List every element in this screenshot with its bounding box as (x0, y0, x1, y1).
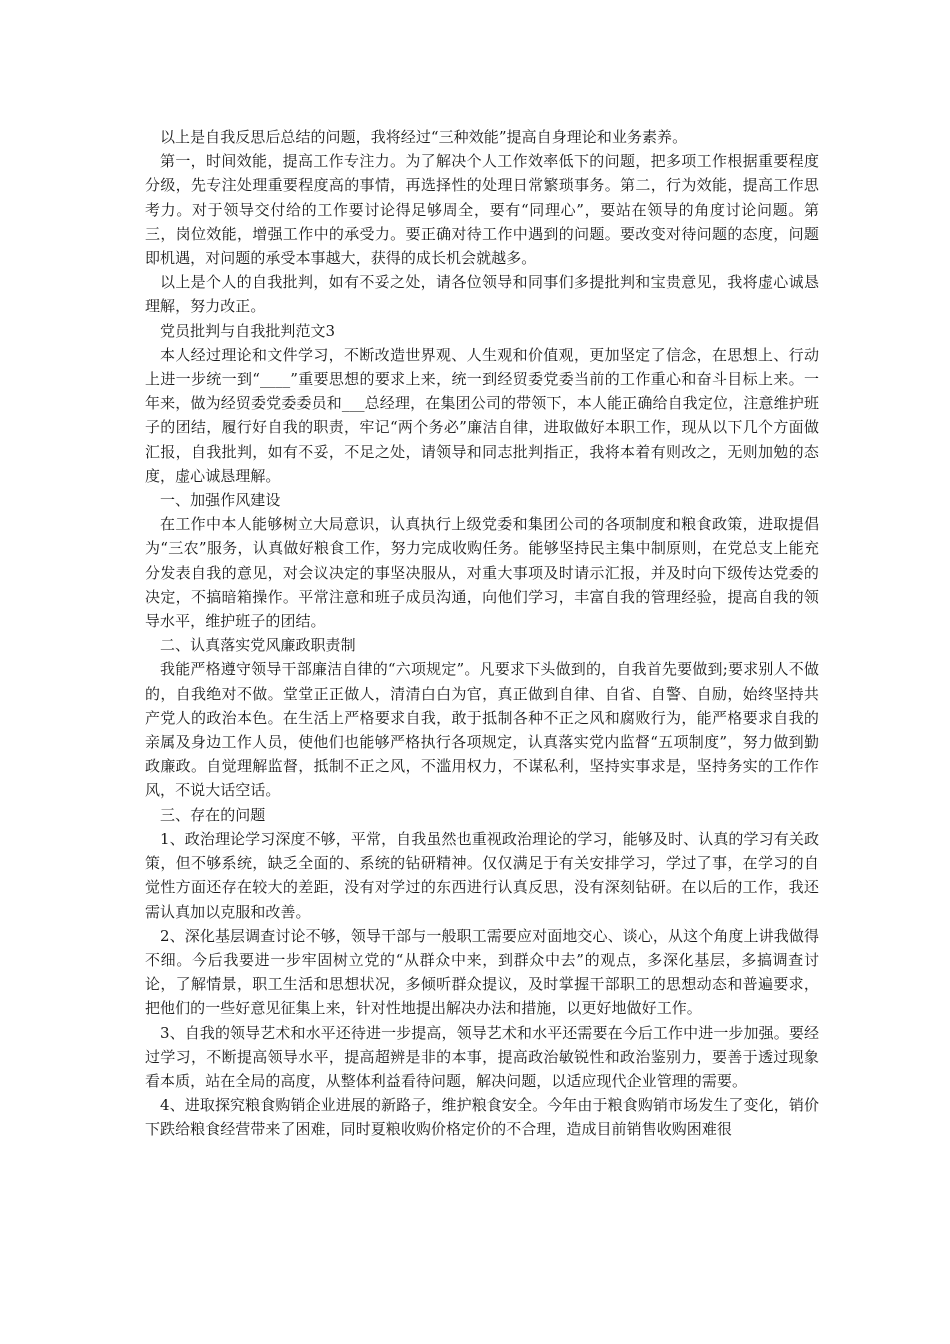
paragraph-closing: 以上是个人的自我批判，如有不妥之处，请各位领导和同事们多提批判和宝贵意见，我将虚心诚恳理解，努力改正。 (145, 273, 819, 316)
paragraph-work-style: 在工作中本人能够树立大局意识，认真执行上级党委和集团公司的各项制度和粮食政策，进取提倡为“三农”服务，认真做好粮食工作，努力完成收购任务。能够坚持民主集中制原则，在党总支上能充分发表自我的意见，对会议决定的事坚决服从，对重大事项及时请示汇报，并及时向下级传达党委的决定，不搞暗箱操作。平常注意和班子成员沟通，向他们学习，丰富自我的管理经验，提高自我的领导水平，维护班子的团结。 (145, 515, 819, 631)
paragraph-intro: 本人经过理论和文件学习，不断改造世界观、人生观和价值观，更加坚定了信念，在思想上、行动上进一步统一到“____”重要思想的要求上来，统一到经贸委党委当前的工作重心和奋斗目标上来。一年来，做为经贸委党委委员和___总经理，在集团公司的带领下，本人能正确给自我定位，注意维护班子的团结，履行好自我的职责，牢记“两个务必”廉洁自律，进取做好本职工作，现从以下几个方面做汇报，自我批判，如有不妥，不足之处，请领导和同志批判指正，我将本着有则改之，无则加勉的态度，虚心诚恳理解。 (145, 345, 819, 485)
paragraph-problem-4: 4、进取探究粮食购销企业进展的新路子，维护粮食安全。今年由于粮食购销市场发生了变化，销价下跌给粮食经营带来了困难，同时夏粮收购价格定价的不合理，造成目前销售收购困难很 (145, 1096, 819, 1139)
paragraph-problem-3: 3、自我的领导艺术和水平还待进一步提高，领导艺术和水平还需要在今后工作中进一步加强。要经过学习，不断提高领导水平，提高超辨是非的本事，提高政治敏锐性和政治鉴别力，要善于透过现象看本质，站在全局的高度，从整体利益看待问题，解决问题，以适应现代企业管理的需要。 (145, 1023, 819, 1090)
paragraph-problem-2: 2、深化基层调查讨论不够，领导干部与一般职工需要应对面地交心、谈心，从这个角度上讲我做得不细。今后我要进一步牢固树立党的“从群众中来，到群众中去”的观点，多深化基层，多搞调查讨论，了解情景，职工生活和思想状况，多倾听群众提议，及时掌握干部职工的思想动态和普遍要求，把他们的一些好意见征集上来，针对性地提出解决办法和措施，以更好地做好工作。 (145, 926, 819, 1018)
heading-integrity: 二、认真落实党风廉政职责制 (160, 636, 356, 655)
document-body (145, 125, 819, 1142)
paragraph-integrity: 我能严格遵守领导干部廉洁自律的“六项规定”。凡要求下头做到的，自我首先要做到;要求别人不做的，自我绝对不做。堂堂正正做人，清清白白为官，真正做到自律、自省、自警、自励，始终坚持共产党人的政治本色。在生活上严格要求自我，敢于抵制各种不正之风和腐败行为，能严格要求自我的亲属及身边工作人员，使他们也能够严格执行各项规定，认真落实党内监督“五项制度”，努力做到勤政廉政。自觉理解监督，抵制不正之风，不滥用权力，不谋私利，坚持实事求是，坚持务实的工作作风，不说大话空话。 (145, 660, 819, 800)
heading-problems: 三、存在的问题 (160, 805, 266, 824)
paragraph-three-efficiencies: 第一，时间效能，提高工作专注力。为了解决个人工作效率低下的问题，把多项工作根据重要程度分级，先专注处理重要程度高的事情，再选择性的处理日常繁琐事务。第二，行为效能，提高工作思考力。对于领导交付给的工作要讨论得足够周全，要有“同理心”，要站在领导的角度讨论问题。第三，岗位效能，增强工作中的承受力。要正确对待工作中遇到的问题。要改变对待问题的态度，问题即机遇，对问题的承受本事越大，获得的成长机会就越多。 (145, 152, 819, 268)
paragraph-summary: 以上是自我反思后总结的问题，我将经过“三种效能”提高自身理论和业务素养。 (160, 128, 688, 146)
section-title: 党员批判与自我批判范文3 (160, 321, 336, 340)
paragraph-problem-1: 1、政治理论学习深度不够，平常，自我虽然也重视政治理论的学习，能够及时、认真的学习有关政策，但不够系统，缺乏全面的、系统的钻研精神。仅仅满足于有关安排学习，学过了事，在学习的自觉性方面还存在较大的差距，没有对学过的东西进行认真反思，没有深刻钻研。在以后的工作，我还需认真加以克服和改善。 (145, 829, 819, 921)
heading-work-style: 一、加强作风建设 (160, 491, 281, 510)
